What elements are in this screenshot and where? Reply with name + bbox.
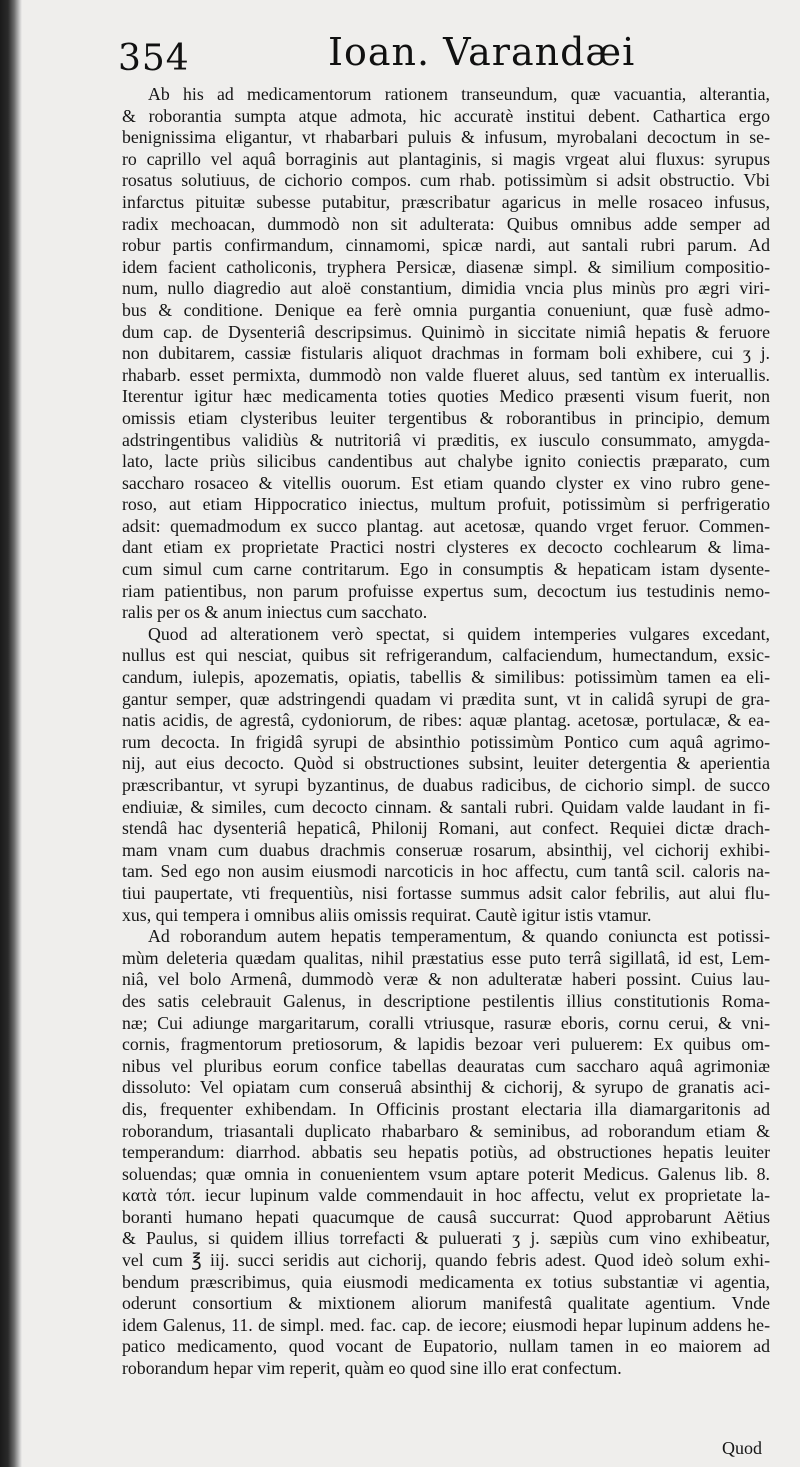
text-line: natis acidis, de agrestâ, cydoniorum, de ribes: aquæ plantag. acetosæ, portulacæ, & ea- bbox=[122, 710, 770, 731]
text-line: niâ, vel bolo Armenâ, dummodò veræ & non adulteratæ haberi possint. Cuius lau- bbox=[122, 969, 770, 990]
text-line: soluendas; quæ omnia in conuenientem vsum aptare poterit Medicus. Galenus lib. 8. bbox=[122, 1163, 770, 1184]
page-gutter-shadow bbox=[0, 0, 22, 1467]
text-line: vel cum ℥ iij. succi seridis aut cichorij, quando febris adest. Quod ideò solum exhi- bbox=[122, 1250, 770, 1271]
text-line: præscribantur, vt syrupi byzantinus, de duabus radicibus, de cichorio simpl. de succo bbox=[122, 775, 770, 795]
page-number: 354 bbox=[118, 38, 190, 79]
text-line: xus, qui tempera i omnibus aliis omissis requirat. Cautè igitur istis vtamur. bbox=[122, 904, 652, 925]
text-line: radix mechoacan, dummodò non sit adulterata: Quibus omnibus adde semper ad bbox=[122, 213, 770, 234]
text-line: rhabarb. esset permixta, dummodò non valde flueret aluus, sed tantùm ex interuallis. bbox=[122, 364, 770, 385]
text-line: adsit: quemadmodum ex succo plantag. aut acetosæ, quando vrget feruor. Commen- bbox=[122, 515, 770, 536]
text-line: roborandum, triasantali duplicato rhabarbaro & seminibus, ad roborandum etiam & bbox=[122, 1120, 770, 1141]
text-line: bendum præscribimus, quia eiusmodi medicamenta ex totius substantiæ vi agentia, bbox=[122, 1271, 770, 1292]
text-line: saccharo rosaceo & vitellis ouorum. Est etiam quando clyster ex vino rubro gene- bbox=[122, 472, 770, 493]
text-line: & roborantia sumpta atque admota, hic accuratè institui debent. Cathartica ergo bbox=[122, 105, 770, 126]
text-line: stendâ hac dysenteriâ hepaticâ, Philonij Romani, aut confect. Requiei dictæ drach- bbox=[122, 818, 770, 839]
text-line: næ; Cui adiunge margaritarum, coralli vtriusque, rasuræ eboris, cornu cerui, & vni- bbox=[122, 1012, 770, 1033]
text-line: cornis, fragmentorum pretiosorum, & lapidis bezoar veri puluerem: Ex quibus om- bbox=[122, 1034, 770, 1055]
text-line: endiuiæ, & similes, cum decocto cinnam. & santali rubri. Quidam valde laudant in fi- bbox=[122, 796, 770, 817]
text-line: tiui paupertate, vti frequentiùs, nisi fortasse summus adsit calor febrilis, aut alui flu- bbox=[122, 882, 770, 903]
text-line: mam vnam cum duabus drachmis conseruæ rosarum, absinthij, vel cichorij exhibi- bbox=[122, 839, 770, 860]
text-line: cum simul cum carne contritarum. Ego in consumptis & hepaticam istam dysente- bbox=[122, 559, 770, 580]
text-line: roso, aut etiam Hippocratico iniectus, multum profuit, potissimùm si perfrigeratio bbox=[122, 494, 770, 515]
text-line: rosatus solutiuus, de cichorio compos. cum rhab. potissimùm si adsit obstructio. Vbi bbox=[122, 170, 770, 191]
text-line: Ad roborandum autem hepatis temperamentum, & quando coniuncta est potissi- bbox=[148, 926, 770, 947]
text-line: tam. Sed ego non ausim eiusmodi narcoticis in hoc affectu, cum tantâ scil. caloris na- bbox=[122, 861, 770, 882]
catchword: Quod bbox=[722, 1438, 762, 1458]
text-line: rum decocta. In frigidâ syrupi de absinthio potissimùm Pontico cum aquâ agrimo- bbox=[122, 731, 770, 752]
text-line: nullus est qui nesciat, quibus sit refrigerandum, calfaciendum, humectandum, exsic- bbox=[122, 645, 770, 666]
text-line: dant etiam ex proprietate Practici nostri clysteres ex decocto cochlearum & lima- bbox=[122, 537, 770, 558]
text-line: bus & conditione. Denique ea ferè omnia purgantia conueniunt, quæ fusè admo- bbox=[122, 299, 770, 320]
text-line: candum, iulepis, apozematis, opiatis, tabellis & similibus: potissimùm tamen ea eli- bbox=[122, 667, 770, 688]
text-line: roborandum hepar vim reperit, quàm eo quod sine illo erat confectum. bbox=[122, 1358, 622, 1379]
text-line: non dubitarem, cassiæ fistularis aliquot drachmas in formam boli exhibere, cui ʒ j. bbox=[122, 343, 770, 364]
text-line: nibus vel pluribus eorum confice tabellas deauratas cum saccharo aquâ agrimoniæ bbox=[122, 1055, 770, 1076]
text-line: dis, frequenter exhibendam. In Officinis prostant electaria illa diamargaritonis ad bbox=[122, 1098, 770, 1119]
text-line: ro caprillo vel aquâ borraginis aut plantaginis, si magis vrgeat alui fluxus: syrupus bbox=[122, 148, 770, 169]
text-line: temperandum: diarrhod. abbatis seu hepatis potiùs, ad obstructiones hepatis leuiter bbox=[122, 1142, 770, 1163]
text-line: infarctus pituitæ subesse putabitur, præscribatur agaricus in melle rosaceo infusus, bbox=[122, 191, 770, 212]
text-line: robur partis confirmandum, cinnamomi, spicæ nardi, aut santali rubri parum. Ad bbox=[122, 235, 770, 256]
text-line: num, nullo diagredio aut aloë constantium, dimidia vncia plus minùs pro ægri viri- bbox=[122, 278, 770, 299]
text-line: nij, aut eius decocto. Quòd si obstructiones subsint, leuiter detergentia & aperientia bbox=[122, 753, 770, 774]
text-line: Ab his ad medicamentorum rationem transeundum, quæ vacuantia, alterantia, bbox=[148, 84, 770, 104]
text-line: adstringentibus validiùs & nutritoriâ vi præditis, ex iusculo consummato, amygda- bbox=[122, 429, 770, 450]
text-line: mùm deleteria quædam qualitas, nihil præstatius esse puto terrâ sigillatâ, id est, Lem- bbox=[122, 947, 770, 968]
page-header bbox=[118, 28, 788, 80]
text-line: riam patientibus, non parum profuisse expertus sum, decoctum ius testudinis nemo- bbox=[122, 580, 770, 601]
text-line: Iterentur igitur hæc medicamenta toties quoties Medico præsenti visum fuerit, non bbox=[122, 386, 770, 407]
text-line: boranti humano hepati quacumque de causâ succurrat: Quod approbarunt Aëtius bbox=[122, 1206, 770, 1227]
text-line: gantur semper, quæ adstringendi quadam vi prædita sunt, vt in calidâ syrupi de gra- bbox=[122, 688, 770, 709]
text-line: omissis etiam clysteribus leuiter tergentibus & roborantibus in principio, demum bbox=[122, 407, 770, 428]
text-line: dissoluto: Vel opiatam cum conseruâ absinthij & cichorij, & syrupo de granatis aci- bbox=[122, 1077, 770, 1098]
body-text bbox=[122, 84, 770, 1434]
text-line: & Paulus, si quidem illius torrefacti & puluerati ʒ j. sæpiùs cum vino exhibeatur, bbox=[122, 1228, 770, 1249]
text-line: oderunt consortium & mixtionem aliorum manifestâ qualitate agentium. Vnde bbox=[122, 1293, 770, 1314]
text-line: ralis per os & anum iniectus cum sacchato. bbox=[122, 602, 428, 623]
text-line: Quod ad alterationem verò spectat, si quidem intemperies vulgares excedant, bbox=[148, 623, 770, 644]
text-line: des satis celebrauit Galenus, in descriptione pestilentis illius constitutionis Roma- bbox=[122, 990, 770, 1011]
text-line: idem Galenus, 11. de simpl. med. fac. cap. de iecore; eiusmodi hepar lupinum addens he- bbox=[122, 1314, 770, 1335]
running-head: Ioan. Varandæi bbox=[328, 30, 636, 74]
text-line: κατὰ τόπ. iecur lupinum valde commendauit in hoc affectu, velut ex proprietate la- bbox=[122, 1185, 770, 1206]
text-line: benignissima eligantur, vt rhabarbari puluis & infusum, myrobalani decoctum in se- bbox=[122, 127, 770, 148]
text-line: lato, lacte priùs silicibus candentibus aut chalybe ignito coniectis præparato, cum bbox=[122, 451, 770, 472]
text-line: dum cap. de Dysenteriâ descripsimus. Quinimò in siccitate nimiâ hepatis & feruore bbox=[122, 321, 770, 342]
text-line: patico medicamento, quod vocant de Eupatorio, nullam tamen in eo maiorem ad bbox=[122, 1336, 770, 1357]
text-line: idem facient catholiconis, tryphera Persicæ, diasenæ simpl. & similium compositio- bbox=[122, 256, 770, 277]
